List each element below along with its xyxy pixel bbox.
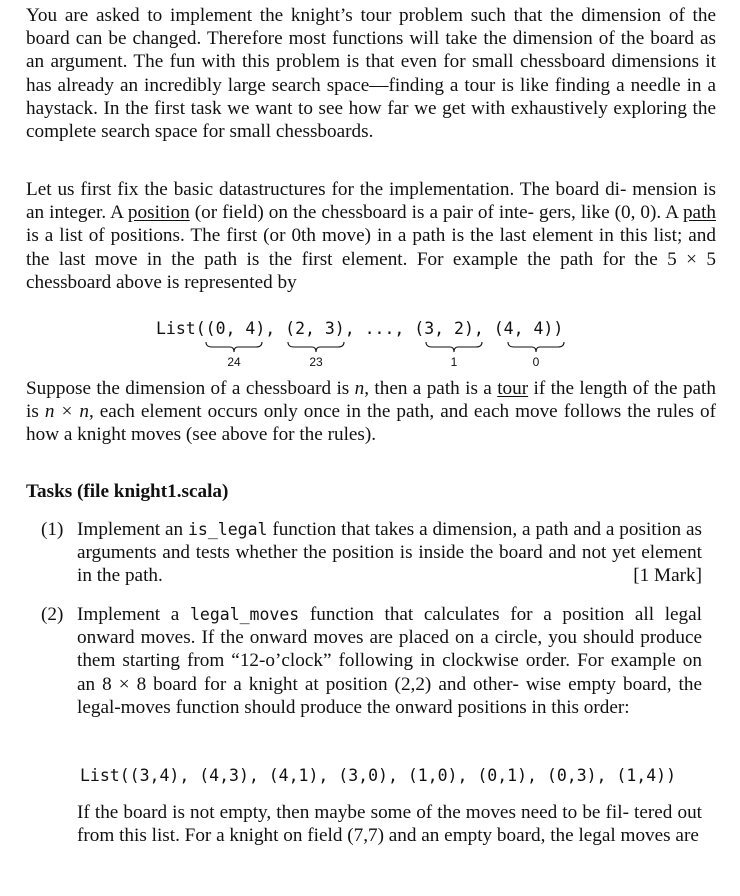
para3-text-2: , then a path is a (364, 378, 498, 399)
task-2-text (77, 603, 702, 719)
intro-paragraph: You are asked to implement the knight’s tour problem such that the dimension of the board can be changed. Therefore most functions will take the dimension of the board as an argument. The fun with this problem is that even for small chessboard dimensions it has already an incredibly large search space—finding a tour is like finding a needle in a haystack. In the first task we want to see how far we get with exhaustively exploring the complete search space for small chessboards. (26, 5, 716, 143)
para2-text-3: is a list of positions. The first (or 0th move) in a path is the last element in this list; and the last move in the path is the first element. For example the path for the 5 × 5 chessboard above is represented by (26, 225, 716, 293)
position-term: position (127, 202, 190, 224)
path-term: path (682, 202, 716, 224)
brace-23 (286, 340, 346, 354)
brace-label-24: 24 (227, 355, 241, 369)
task-2-after-text: If the board is not empty, then maybe some of the moves need to be fil‑ tered out from this list. For a knight on field (7,7) and an empty board, the legal moves are (77, 802, 702, 847)
para2-text-1: Let us first fix the basic datastructures for the implementation. The board di‑ mension is an integer. A (26, 179, 716, 224)
math-n-times-n: n × n (44, 401, 89, 423)
is-legal-fn: is_legal (187, 520, 268, 539)
task-2-pre: Implement a (77, 604, 190, 625)
para3-text-3: if the length of the path is (26, 378, 716, 423)
brace-label-23: 23 (309, 355, 323, 369)
tour-definition-paragraph (26, 377, 716, 447)
task-2-number: (2) (41, 604, 64, 625)
para2-text-2: (or field) on the chessboard is a pair of inte‑ gers, like (0, 0). A (189, 202, 683, 224)
task-1-mark: [1 Mark] (633, 565, 702, 587)
tasks-heading: Tasks (file knight1.scala) (26, 481, 229, 502)
brace-24 (204, 340, 264, 354)
brace-1 (424, 340, 484, 354)
task-1-post: function that takes a dimension, a path and a position as arguments and tests whether the position is inside the board and not yet element in the path. (77, 519, 702, 587)
math-n: n (354, 378, 365, 399)
task-2-post: function that calculates for a position all legal onward moves. If the onward moves are placed on a circle, you should produce them starting from “12‑o’clock” following in clockwise order. For example on an 8 × 8 board for a knight at position (2,2) and other‑ wise empty board, the legal‑moves function should produce the onward positions in this order: (77, 604, 702, 718)
para3-text-1: Suppose the dimension of a chessboard is (26, 378, 355, 399)
path-example-code: List((0, 4), (2, 3), ..., (3, 2), (4, 4)) (156, 319, 564, 338)
task-1-number: (1) (41, 519, 64, 540)
task-1-text (77, 518, 702, 588)
legal-moves-fn: legal_moves (189, 605, 300, 624)
task-1-pre: Implement an (77, 519, 188, 540)
para3-text-4: , each element occurs only once in the path, and each move follows the rules of how a knight moves (see above for the rules). (26, 401, 716, 446)
tour-term: tour (497, 378, 529, 399)
datastructures-paragraph (26, 178, 716, 294)
brace-0 (506, 340, 566, 354)
legal-moves-example-code: List((3,4), (4,3), (4,1), (3,0), (1,0), (0,1), (0,3), (1,4)) (80, 766, 677, 785)
brace-label-1: 1 (450, 355, 458, 369)
brace-label-0: 0 (532, 355, 540, 369)
